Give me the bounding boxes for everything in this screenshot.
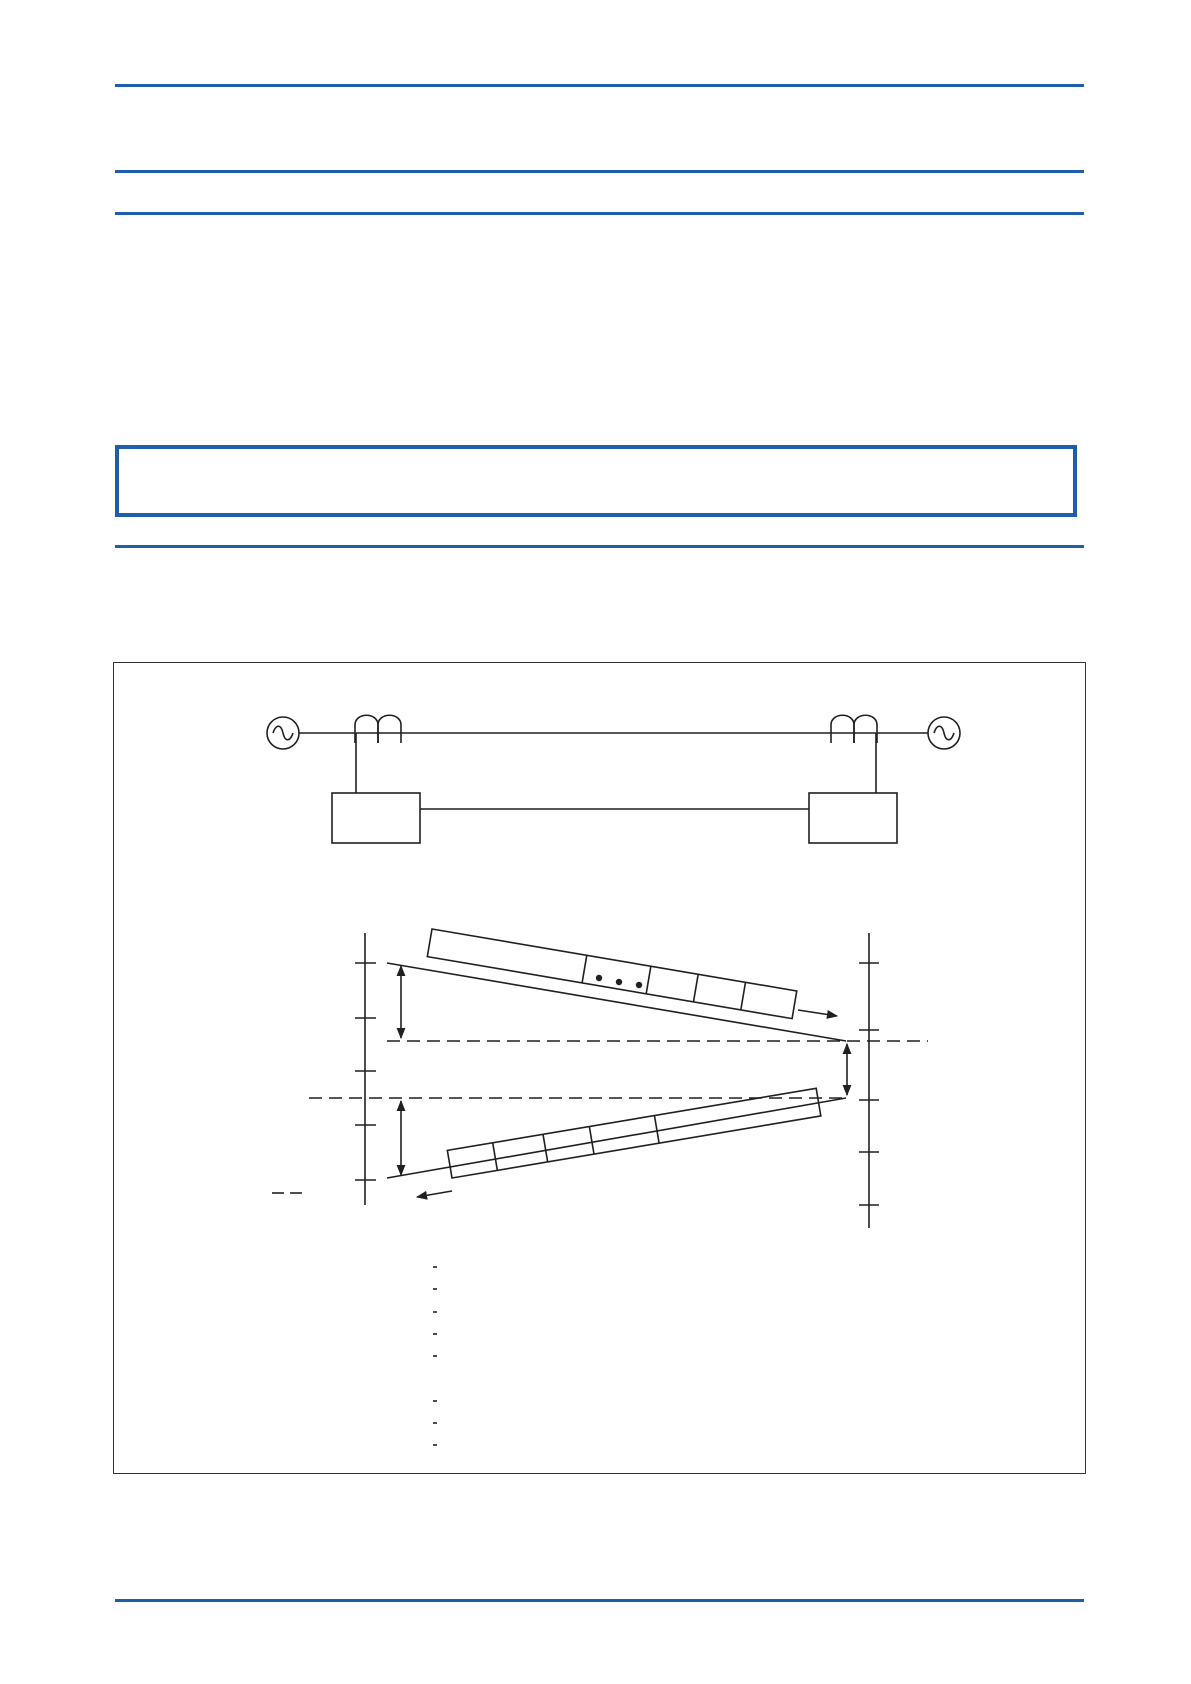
message-block-return [447,1088,820,1178]
ac-source-icon [267,717,299,749]
relay-left [332,793,420,843]
message-path-return [387,1098,846,1178]
outgoing-arrow [798,1010,837,1016]
footer-rule [115,1599,1084,1602]
return-arrow [417,1191,452,1197]
message-block-outgoing [427,929,796,1019]
ac-source-icon [928,717,960,749]
message-path-outgoing [387,963,846,1041]
current-transformer-icon [355,715,401,743]
legend-dashes [433,1267,437,1445]
relay-right [809,793,897,843]
current-transformer-icon [831,715,877,743]
